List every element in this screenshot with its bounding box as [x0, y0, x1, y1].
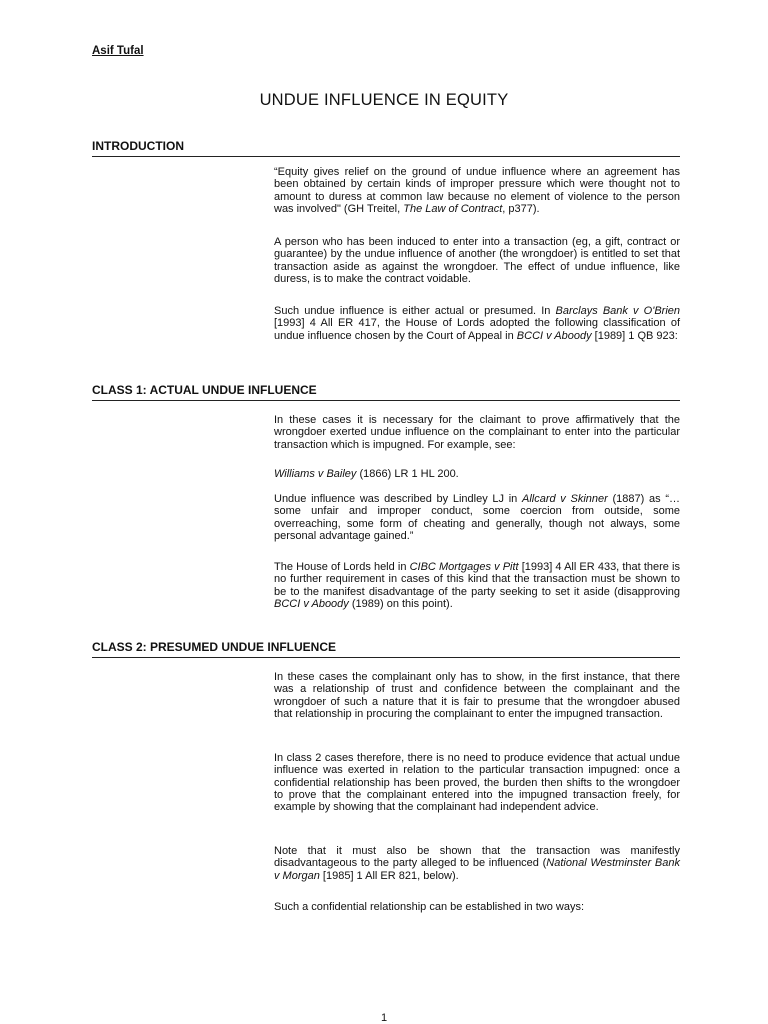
class1-paragraph-3	[274, 493, 680, 542]
intro-paragraph-3	[274, 305, 680, 342]
case-citation-italic: Allcard v Skinner	[521, 493, 608, 505]
page-number: 1	[380, 1012, 388, 1024]
paragraph-text: Such undue influence is either actual or presumed. In	[274, 305, 556, 317]
paragraph-text: [1985] 1 All ER 821, below).	[319, 869, 459, 882]
paragraph-text: [1989] 1 QB 923:	[591, 329, 678, 342]
paragraph-text: (1989) on this point).	[348, 597, 453, 610]
paragraph-text: In these cases it is necessary for the claimant to prove affirmatively that the wrongdoer exerted undue influence on the complainant to enter into the particular transaction which is impugned. For example, see:	[274, 414, 680, 451]
case-citation-italic: CIBC Mortgages v Pitt	[409, 561, 519, 573]
paragraph-text: [1993] 4 All ER 417, the House of Lords adopted the following classification of undue influence chosen by the Court of Appeal in	[274, 317, 680, 342]
paragraph-text: In class 2 cases therefore, there is no need to produce evidence that actual undue influence was exerted in relation to the particular transaction impugned: once a confidential relationship has been proved, the burden then shifts to the wrongdoer to prove that the complainant entered into the impugned transaction freely, for example by showing that the complainant had independent advice.	[274, 752, 680, 814]
class2-paragraph-2	[274, 752, 680, 813]
intro-paragraph-1	[274, 166, 680, 215]
paragraph-text: The House of Lords held in	[274, 561, 410, 573]
case-citation-italic: The Law of Contract	[403, 202, 503, 215]
paragraph-text: Such a confidential relationship can be established in two ways:	[274, 901, 585, 913]
class2-paragraph-4	[274, 901, 680, 913]
class2-paragraph-3	[274, 845, 680, 882]
class1-paragraph-2	[274, 468, 680, 480]
case-citation-italic: Williams v Bailey	[274, 468, 357, 480]
paragraph-text: “Equity gives relief on the ground of undue influence where an agreement has been obtained by certain kinds of improper pressure which were thought not to amount to duress at common law because no element of violence to the person was involved" (GH Treitel,	[274, 166, 680, 215]
intro-paragraph-2	[274, 236, 680, 285]
paragraph-text: Undue influence was described by Lindley LJ in	[274, 493, 522, 505]
document-title: UNDUE INFLUENCE IN EQUITY	[259, 91, 509, 109]
author-name: Asif Tufal	[92, 45, 144, 57]
section-heading-class-1: CLASS 1: ACTUAL UNDUE INFLUENCE	[92, 383, 680, 401]
paragraph-text: [1993] 4 All ER 433, that there is no further requirement in cases of this kind that the transaction must be shown to be to the manifest disadvantage of the party seeking to set it aside (disapproving	[274, 561, 680, 598]
section-heading-introduction: INTRODUCTION	[92, 139, 680, 157]
case-citation-italic: National Westminster Bank v Morgan	[274, 857, 680, 882]
paragraph-text: (1887) as “… some unfair and improper conduct, some coercion from outside, some overreaching, some form of cheating and generally, though not always, some personal advantage gained.”	[274, 493, 680, 542]
paragraph-text: A person who has been induced to enter into a transaction (eg, a gift, contract or guarantee) by the undue influence of another (the wrongdoer) is entitled to set that transaction aside as against the wrongdoer. The effect of undue influence, like duress, is to make the contract voidable.	[274, 236, 680, 285]
class2-paragraph-1	[274, 671, 680, 720]
paragraph-text: (1866) LR 1 HL 200.	[356, 468, 459, 480]
case-citation-italic: BCCI v Aboody	[516, 329, 592, 342]
paragraph-text: Note that it must also be shown that the transaction was manifestly disadvantageous to the party alleged to be influenced (	[274, 845, 680, 870]
case-citation-italic: Barclays Bank v O'Brien	[555, 305, 681, 317]
class1-paragraph-1	[274, 414, 680, 451]
section-heading-class-2: CLASS 2: PRESUMED UNDUE INFLUENCE	[92, 640, 680, 658]
paragraph-text: In these cases the complainant only has to show, in the first instance, that there was a relationship of trust and confidence between the complainant and the wrongdoer of such a nature that it is fair to presume that the wrongdoer abused that relationship in procuring the complainant to enter the impugned transaction.	[274, 671, 680, 720]
case-citation-italic: BCCI v Aboody	[274, 597, 349, 610]
class1-paragraph-4	[274, 561, 680, 610]
paragraph-text: , p377).	[502, 202, 540, 215]
